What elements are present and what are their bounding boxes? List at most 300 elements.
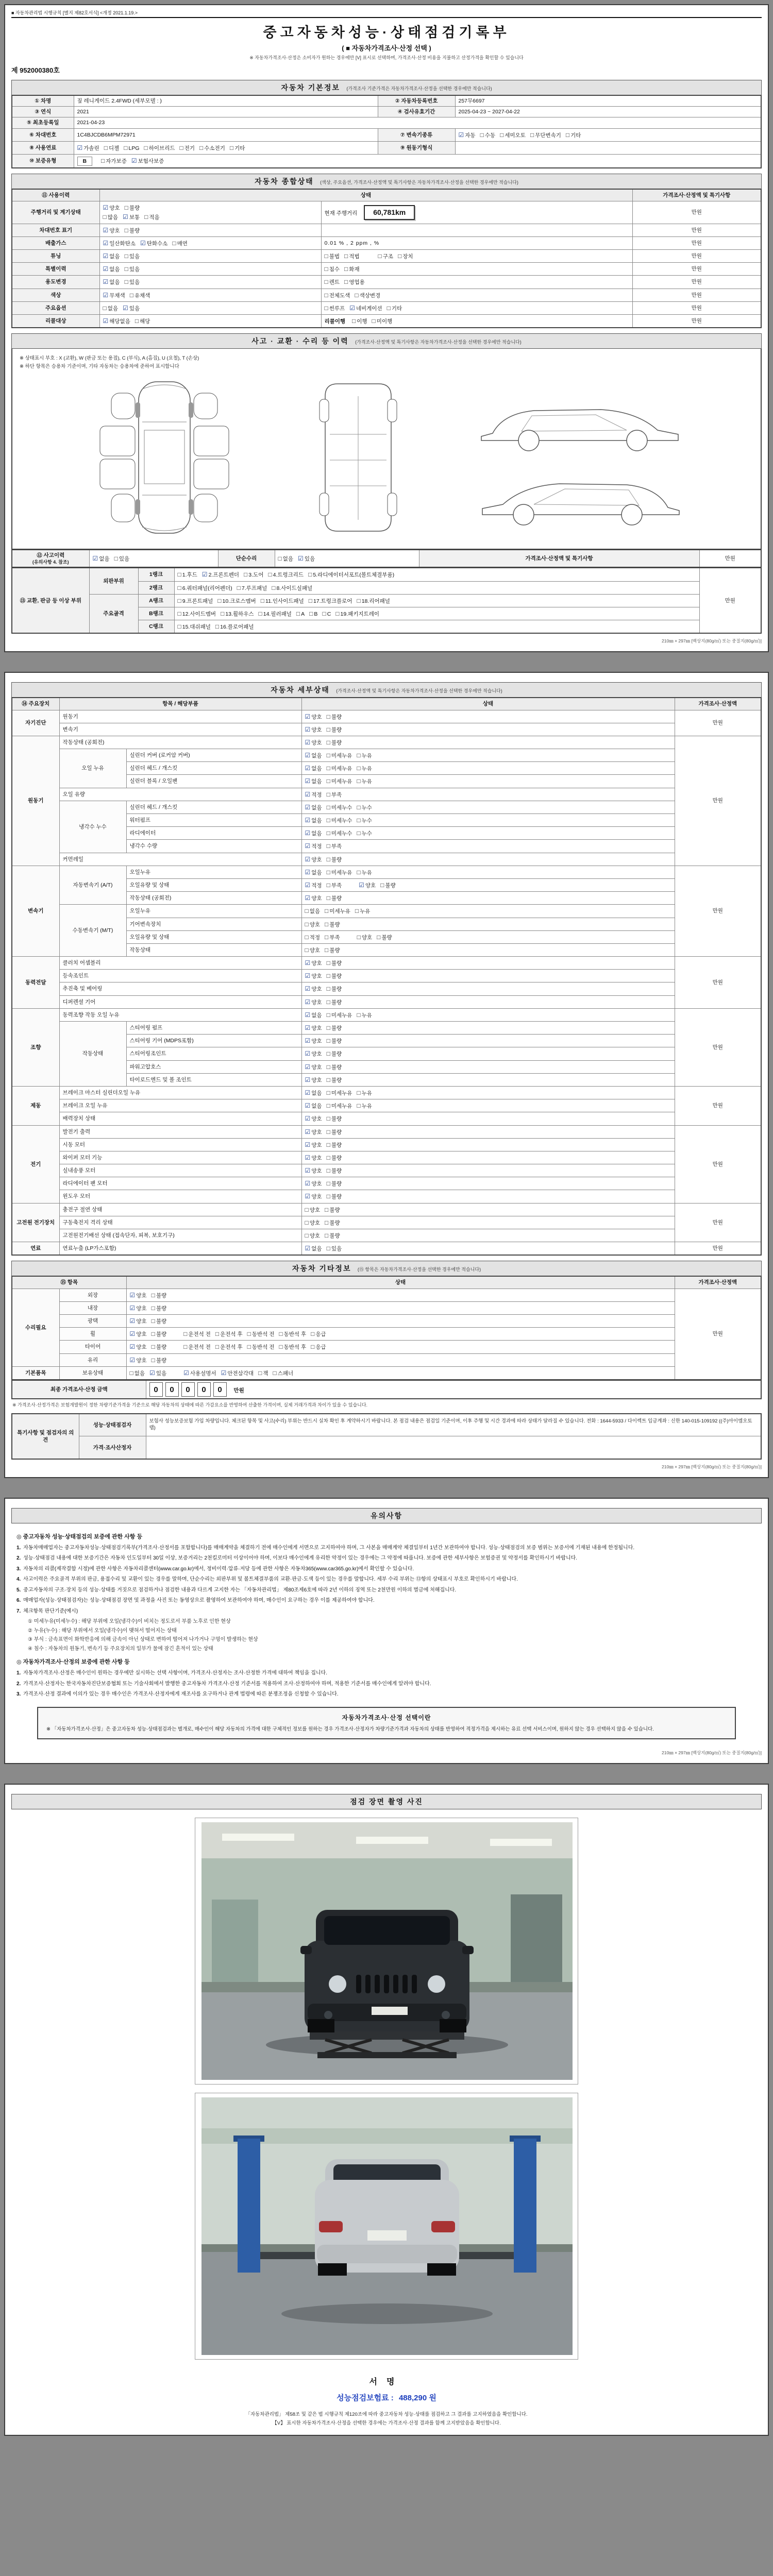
detail-row: 라디에이터 ☑ 없음 □ 미세누수 □ 누수	[12, 827, 761, 840]
field-label: ⑨ 원동기형식	[378, 141, 455, 154]
year-value: 2021	[74, 107, 378, 117]
appraiser-opinion-text	[146, 1436, 761, 1459]
field-label: ⑦ 변속기종류	[378, 128, 455, 141]
rankA-options	[174, 594, 699, 607]
row-label: 차대번호 표기	[12, 224, 99, 236]
table-row	[12, 154, 761, 168]
checkbox-양호: ☑ 양호	[305, 1063, 322, 1071]
special-history-options	[99, 263, 321, 276]
price-header: 가격조사·산정액 및 특기사항	[419, 550, 699, 567]
checkbox-렌트: □ 렌트	[324, 278, 340, 286]
inspection-photo-2-image	[199, 2097, 575, 2355]
detail-row: 와이퍼 모터 기능 ☑ 양호 □ 불량	[12, 1151, 761, 1164]
row-label: ⑫ 사고이력	[37, 552, 65, 559]
checkbox-불량: □ 불량	[151, 1330, 167, 1338]
other-row: 광택 ☑ 양호 □ 불량	[12, 1314, 761, 1327]
field-label: ② 자동차등록번호	[378, 95, 455, 107]
detail-row: 동력전달 클러치 어셈블리 ☑ 양호 □ 불량 만원	[12, 957, 761, 970]
car-diagram-underbody	[309, 372, 407, 543]
checkbox-양호: ☑ 양호	[305, 972, 322, 980]
detail-row: 고전원 전기장치 충전구 절연 상태 □ 양호 □ 불량 만원	[12, 1203, 761, 1216]
detail-row: 스티어링 기어 (MDPS포함) ☑ 양호 □ 불량	[12, 1035, 761, 1047]
other-row: 휠 ☑ 양호 □ 불량 □ 운전석 전 □ 운전석 후 □ 동반석 전 □ 동반석 후 □ 응급	[12, 1328, 761, 1341]
checkbox-14.필러패널: □ 14.필러패널	[258, 609, 292, 617]
checkbox-있음: □ 있음	[124, 278, 140, 286]
detail-row: 브레이크 오일 누유 ☑ 없음 □ 미세누유 □ 누유	[12, 1099, 761, 1112]
print-spec-note: 210㎜ × 297㎜ [백상지(80g/㎡) 또는 중질지(80g/㎡)]	[662, 638, 762, 644]
checkbox-침수: □ 침수	[324, 265, 340, 273]
car-diagram-side-right	[472, 461, 688, 528]
checkbox-있음: □ 있음	[124, 252, 140, 260]
outer-panel-label: 외판부위	[89, 568, 138, 594]
field-label: ① 차명	[12, 95, 74, 107]
section-title: 점검 장면 촬영 사진	[350, 1797, 423, 1806]
table-row	[12, 263, 761, 276]
table-row	[12, 249, 761, 262]
page-title: 중고자동차성능·상태점검기록부	[263, 25, 510, 40]
checkbox-자동: ☑ 자동	[458, 131, 476, 139]
checkbox-양호: ☑ 양호	[129, 1356, 147, 1364]
checkbox-양호: ☑ 양호	[129, 1317, 147, 1325]
form-reference: ■ 자동차관리법 시행규칙 [별지 제82호서식] <개정 2021.1.19.>	[11, 10, 138, 15]
checkbox-적정: ☑ 적정	[305, 881, 322, 889]
checkbox-없음: □ 없음	[129, 1369, 145, 1377]
sheet-detail	[4, 672, 769, 1478]
checkbox-불량: □ 불량	[325, 1218, 340, 1226]
checkbox-운전석 전: □ 운전석 전	[183, 1343, 211, 1351]
exchange-panel-table	[11, 567, 762, 634]
table-row	[12, 107, 761, 117]
detail-status-table	[11, 697, 762, 1256]
checkbox-기타: □ 기타	[565, 131, 581, 139]
detail-row: 스티어링조인트 ☑ 양호 □ 불량	[12, 1047, 761, 1060]
checkbox-없음: ☑ 없음	[305, 817, 322, 824]
checkbox-동반석 전: □ 동반석 전	[247, 1330, 275, 1338]
confirmation-line-1: 「자동차관리법」 제58조 및 같은 법 시행규칙 제120조에 따라 중고자동차 성능·상태를 점검하고 그 결과를 고지하였음을 확인합니다.	[245, 2411, 528, 2417]
table-row	[12, 568, 761, 581]
checkbox-불량: □ 불량	[377, 933, 392, 941]
checkbox-불량: □ 불량	[326, 1037, 342, 1045]
detail-row: 전기 발전기 출력 ☑ 양호 □ 불량 만원	[12, 1125, 761, 1138]
checkbox-15.대쉬패널: □ 15.대쉬패널	[177, 623, 211, 631]
emission-values: 0.01 % , 2 ppm , %	[321, 236, 632, 249]
checkbox-불량: □ 불량	[325, 920, 340, 928]
notice-subhead-2: ◎ 자동차가격조사·산정의 보증에 관한 사항 등	[16, 1659, 130, 1666]
info-box-title: 자동차가격조사·산정 선택이란	[342, 1714, 431, 1721]
tuning-options	[99, 249, 321, 262]
print-spec-note: 210㎜ × 297㎜ [백상지(80g/㎡) 또는 중질지(80g/㎡)]	[662, 1750, 762, 1755]
emission-options	[99, 236, 321, 249]
diagram-legend-2: ※ 하단 항목은 승용차 기준이며, 기타 자동차는 승용차에 준하여 표시합니다	[20, 364, 179, 370]
checkbox-불량: □ 불량	[326, 1180, 342, 1188]
detail-row: 실내송풍 모터 ☑ 양호 □ 불량	[12, 1164, 761, 1177]
column-header: 상태	[99, 189, 632, 201]
price-cell: 만원	[632, 224, 761, 236]
checkbox-수동: □ 수동	[480, 131, 496, 139]
detail-row: 냉각수 누수 실린더 헤드 / 개스킷 ☑ 없음 □ 미세누수 □ 누수	[12, 801, 761, 814]
row-label: 특별이력	[12, 263, 99, 276]
other-row: 타이어 ☑ 양호 □ 불량 □ 운전석 전 □ 운전석 후 □ 동반석 전 □ 동반석 후 □ 응급	[12, 1341, 761, 1353]
checkbox-없음: ☑ 없음	[305, 1245, 322, 1252]
checkbox-영업용: □ 영업용	[344, 278, 365, 286]
notice-subitem: ① 미세누유(미세누수) : 해당 부위에 오일(냉각수)이 비치는 정도로서 부품 노후로 인한 현상	[28, 1619, 231, 1625]
price-cell: 만원	[699, 550, 761, 567]
notice-body	[11, 1523, 762, 1745]
notice-item: 2. 성능·상태점검 내용에 대한 보증기간은 자동차 인도일부터 30일 이상, 보증거리는 2천킬로미터 이상이어야 하며, 이보다 매수인에게 유리한 약정이 있는 경우에는 그 약정에 따릅니다. 보증에 관한 세부사항은 보험증권 및 약정서를 확인하시기 바랍니다.	[16, 1555, 578, 1562]
row-sublabel: (유의사항 4. 참조)	[32, 560, 69, 565]
checkbox-3.도어: □ 3.도어	[244, 571, 264, 579]
detail-row: 원동기 작동상태 (공회전) ☑ 양호 □ 불량 만원	[12, 736, 761, 749]
checkbox-부족: □ 부족	[326, 881, 342, 889]
price-digit-box: 0	[181, 1382, 195, 1397]
table-row	[12, 224, 761, 236]
final-price-label: 최종 가격조사·산정 금액	[12, 1380, 146, 1399]
checkbox-없음: ☑ 없음	[305, 777, 322, 785]
field-label: ⑥ 차대번호	[12, 128, 74, 141]
checkbox-양호: ☑ 양호	[305, 1076, 322, 1083]
checkbox-적정: ☑ 적정	[305, 842, 322, 850]
final-price-value	[146, 1380, 761, 1399]
checkbox-없음: □ 없음	[305, 907, 321, 915]
checkbox-양호: ☑ 양호	[305, 1050, 322, 1058]
checkbox-누유: □ 누유	[357, 1011, 372, 1019]
detail-row: 오일유량 및 상태 □ 적정 □ 부족 □ 양호 □ 불량	[12, 930, 761, 943]
section-title: 유의사항	[370, 1511, 403, 1520]
notice-item: 1. 자동차가격조사·산정은 매수인이 원하는 경우에만 실시하는 선택 사항이며, 가격조사·산정자는 조사·산정한 가격에 대하여 책임을 집니다.	[16, 1670, 327, 1676]
rank-label: B랭크	[138, 607, 174, 620]
checkbox-탄화수소: ☑ 탄화수소	[140, 239, 168, 247]
checkbox-불량: □ 불량	[326, 713, 342, 720]
table-row	[12, 201, 761, 224]
section-note: (⑮ 항목은 자동차가격조사·산정을 선택한 경우에만 적습니다)	[357, 1267, 481, 1273]
transmission-options	[455, 128, 761, 141]
checkbox-양호: ☑ 양호	[305, 985, 322, 993]
vin-mark-options	[99, 224, 321, 236]
table-header-row	[12, 1276, 761, 1289]
other-row: 수리필요 외장 ☑ 양호 □ 불량 만원	[12, 1289, 761, 1301]
checkbox-기타: □ 기타	[386, 304, 402, 312]
checkbox-응급: □ 응급	[311, 1330, 326, 1338]
rank-label: C랭크	[138, 620, 174, 634]
checkbox-양호: ☑ 양호	[359, 881, 376, 889]
column-header: 상태	[126, 1276, 675, 1289]
table-row	[12, 289, 761, 301]
price-digit-box: 0	[197, 1382, 211, 1397]
checkbox-양호: □ 양호	[305, 1206, 321, 1213]
checkbox-운전석 후: □ 운전석 후	[215, 1330, 243, 1338]
checkbox-없음: □ 없음	[278, 555, 294, 563]
price-digit-box: 0	[149, 1382, 163, 1397]
checkbox-양호: ☑ 양호	[305, 1024, 322, 1032]
notice-item: 7. 체크항목 판단기준(예시)	[16, 1608, 78, 1614]
recall-detail	[321, 314, 632, 328]
checkbox-하이브리드: □ 하이브리드	[144, 144, 175, 151]
main-option-detail	[321, 301, 632, 314]
checkbox-미세누수: □ 미세누수	[326, 803, 352, 811]
detail-row: 수동변속기 (M/T) 오일누유 □ 없음 □ 미세누유 □ 누유	[12, 905, 761, 918]
car-diagram-plan-view	[85, 372, 244, 543]
checkbox-미세누유: □ 미세누유	[326, 1089, 352, 1096]
checkbox-양호: ☑ 양호	[305, 1180, 322, 1188]
checkbox-미세누유: □ 미세누유	[326, 1011, 352, 1019]
table-row	[12, 1380, 761, 1399]
checkbox-화재: □ 화재	[344, 265, 360, 273]
detail-row: 변속기 ☑ 양호 □ 불량	[12, 723, 761, 736]
other-row: 기본품목 보유상태 □ 없음 ☑ 있음 ☑ 사용설명서 ☑ 안전삼각대 □ 잭 □ 스패너	[12, 1366, 761, 1380]
price-cell: 만원	[632, 249, 761, 262]
checkbox-불량: □ 불량	[326, 1154, 342, 1161]
checkbox-19.패키지트레이: □ 19.패키지트레이	[335, 609, 379, 617]
reg-no-value: 257무6697	[455, 95, 761, 107]
final-price-note: ※ 가격조사·산정가격은 보험개발원이 정한 차량기준가격을 기준으로 해당 자동차의 상태에 따른 가감요소를 반영하여 산출한 가격이며, 실제 거래가격과 차이가 있을 수 있습니다.	[12, 1402, 368, 1408]
detail-row: 오일유량 및 상태 ☑ 적정 □ 부족 ☑ 양호 □ 불량	[12, 878, 761, 891]
current-mileage-label: 현재 주행거리	[324, 210, 358, 216]
checkbox-운전석 후: □ 운전석 후	[215, 1343, 243, 1351]
checkbox-불량: □ 불량	[326, 894, 342, 902]
checkbox-자가보증: □ 자가보증	[101, 157, 127, 164]
inspector-label: 성능·상태점검자	[79, 1414, 146, 1436]
warranty-code: B	[77, 157, 93, 166]
checkbox-불량: □ 불량	[326, 1167, 342, 1175]
section-other-info	[11, 1261, 762, 1276]
section-accident-history	[11, 333, 762, 349]
checkbox-안전삼각대: ☑ 안전삼각대	[221, 1369, 254, 1377]
page-subtitle-note: ※ 자동차가격조사·산정은 소비자가 원하는 경우에만 [V] 표시로 선택하며, 가격조사·산정 비용을 지불하고 산정가격을 확인할 수 있습니다	[249, 55, 524, 60]
checkbox-누유: □ 누유	[355, 907, 371, 915]
detail-row: 조향 동력조향 작동 오일 누유 ☑ 없음 □ 미세누유 □ 누유 만원	[12, 1008, 761, 1021]
price-cell: 만원	[632, 201, 761, 224]
checkbox-가솔린: ☑ 가솔린	[77, 144, 99, 151]
checkbox-동반석 후: □ 동반석 후	[279, 1343, 307, 1351]
checkbox-7.루프패널: □ 7.루프패널	[237, 584, 267, 591]
tuning-legal-options	[325, 251, 364, 261]
section-note: (가격조사 기준가격은 자동차가격조사·산정을 선택한 경우에만 적습니다)	[346, 86, 492, 91]
notice-item: 5. 중고자동차의 구조·장치 등의 성능·상태를 거짓으로 점검하거나 점검한 내용과 다르게 고지한 자는 「자동차관리법」 제80조제6호에 따라 2년 이하의 징역 또는 2천만원 이하의 벌금에 처해집니다.	[16, 1587, 457, 1593]
checkbox-무단변속기: □ 무단변속기	[530, 131, 561, 139]
section-note: (색상, 주요옵션, 가격조사·산정액 및 특기사항은 자동차가격조사·산정을 선택한 경우에만 적습니다)	[320, 180, 518, 185]
detail-row: 제동 브레이크 마스터 실린더오일 누유 ☑ 없음 □ 미세누유 □ 누유 만원	[12, 1086, 761, 1099]
column-header: 가격조사·산정액 및 특기사항	[632, 189, 761, 201]
price-cell: 만원	[699, 568, 761, 633]
column-header: ⑮ 항목	[12, 1276, 126, 1289]
accident-history-options	[89, 550, 218, 567]
checkbox-적법: □ 적법	[344, 252, 360, 260]
checkbox-양호: ☑ 양호	[129, 1343, 147, 1351]
checkbox-없음: ☑ 없음	[305, 752, 322, 759]
checkbox-기타: □ 기타	[229, 144, 245, 151]
checkbox-미세누수: □ 미세누수	[326, 817, 352, 824]
checkbox-불량: □ 불량	[325, 946, 340, 954]
checkbox-불량: □ 불량	[326, 1050, 342, 1058]
checkbox-적정: □ 적정	[305, 933, 321, 941]
checkbox-미이행: □ 미이행	[372, 317, 393, 325]
checkbox-미세누유: □ 미세누유	[326, 765, 352, 772]
inspection-photo-2	[195, 2093, 578, 2360]
checkbox-유채색: □ 유채색	[129, 291, 150, 299]
checkbox-불량: □ 불량	[326, 738, 342, 746]
row-label: 리콜대상	[12, 314, 99, 328]
insurance-fee-value: 488,290 원	[398, 2393, 436, 2402]
table-row	[12, 117, 761, 128]
column-header: ⑪ 사용이력	[12, 189, 99, 201]
checkbox-해당없음: ☑ 해당없음	[103, 317, 130, 325]
checkbox-일산화탄소: ☑ 일산화탄소	[103, 239, 136, 247]
inspection-photo-1	[195, 1818, 578, 2084]
checkbox-6.쿼터패널(리어펜더): □ 6.쿼터패널(리어펜더)	[177, 584, 232, 591]
column-header: 항목 / 해당부품	[59, 698, 301, 710]
checkbox-양호: ☑ 양호	[305, 998, 322, 1006]
detail-row: 오일 유량 ☑ 적정 □ 부족	[12, 788, 761, 801]
checkbox-8.사이드실패널: □ 8.사이드실패널	[272, 584, 313, 591]
checkbox-양호: ☑ 양호	[305, 1037, 322, 1045]
section-note: (가격조사·산정액 및 특기사항은 자동차가격조사·산정을 선택한 경우에만 적습니다)	[336, 688, 502, 694]
row-label: 배출가스	[12, 236, 99, 249]
checkbox-세미오토: □ 세미오토	[500, 131, 526, 139]
checkbox-있음: □ 있음	[114, 555, 130, 563]
row-label: 색상	[12, 289, 99, 301]
checkbox-양호: ☑ 양호	[305, 1154, 322, 1161]
tuning-type-options	[378, 251, 418, 261]
table-header-row	[12, 189, 761, 201]
checkbox-18.리어패널: □ 18.리어패널	[357, 597, 390, 604]
field-label: ⑧ 사용연료	[12, 141, 74, 154]
checkbox-불량: □ 불량	[380, 881, 396, 889]
document-number: 제 952000380호	[11, 66, 60, 74]
row-label: 주행거리 및 계기상태	[12, 201, 99, 224]
page-subtitle: ( ■ 자동차가격조사·산정 선택 )	[342, 44, 431, 52]
checkbox-불량: □ 불량	[326, 985, 342, 993]
checkbox-미세누수: □ 미세누수	[326, 829, 352, 837]
checkbox-보험사보증: ☑ 보험사보증	[131, 157, 164, 164]
section-overall-status	[11, 174, 762, 189]
checkbox-불량: □ 불량	[151, 1304, 167, 1312]
checkbox-무채색: ☑ 무채색	[103, 291, 125, 299]
inspection-photo-1-image	[199, 1822, 575, 2080]
checkbox-양호: ☑ 양호	[305, 1193, 322, 1200]
checkbox-9.프론트패널: □ 9.프론트패널	[177, 597, 213, 604]
detail-row: 등속조인트 ☑ 양호 □ 불량	[12, 970, 761, 982]
checkbox-11.인사이드패널: □ 11.인사이드패널	[260, 597, 304, 604]
accident-history-label	[12, 550, 89, 567]
checkbox-없음: ☑ 없음	[305, 1011, 322, 1019]
price-cell: 만원	[632, 301, 761, 314]
section-title: 자동차 세부상태	[271, 686, 330, 694]
checkbox-불량: □ 불량	[124, 204, 140, 212]
detail-row: 작동상태 스티어링 펌프 ☑ 양호 □ 불량	[12, 1022, 761, 1035]
checkbox-양호: □ 양호	[305, 1232, 321, 1240]
tuning-detail	[321, 249, 632, 262]
detail-row: 냉각수 수량 ☑ 적정 □ 부족	[12, 840, 761, 853]
detail-row: 추진축 및 베어링 ☑ 양호 □ 불량	[12, 982, 761, 995]
checkbox-있음: ☑ 있음	[149, 1369, 167, 1377]
checkbox-매연: □ 매연	[172, 239, 188, 247]
checkbox-전체도색: □ 전체도색	[324, 291, 350, 299]
checkbox-부족: □ 부족	[325, 933, 340, 941]
insurance-fee-label: 성능점검보험료 :	[337, 2393, 394, 2402]
checkbox-불량: □ 불량	[326, 959, 342, 967]
checkbox-많음: □ 많음	[103, 213, 119, 221]
table-row	[12, 276, 761, 289]
checkbox-없음: ☑ 없음	[103, 265, 120, 273]
checkbox-양호: ☑ 양호	[305, 725, 322, 733]
form-reference-line	[11, 9, 762, 18]
color-detail	[321, 289, 632, 301]
checkbox-17.트렁크플로어: □ 17.트렁크플로어	[308, 597, 352, 604]
checkbox-누수: □ 누수	[357, 803, 372, 811]
checkbox-부족: □ 부족	[326, 842, 342, 850]
appraiser-label: 가격·조사산정자	[79, 1436, 146, 1459]
detail-row: 실린더 블록 / 오일팬 ☑ 없음 □ 미세누유 □ 누유	[12, 775, 761, 788]
checkbox-양호: ☑ 양호	[305, 1167, 322, 1175]
checkbox-불량: □ 불량	[124, 226, 140, 234]
final-price-table	[11, 1380, 762, 1399]
detail-row: 타이로드엔드 및 볼 조인트 ☑ 양호 □ 불량	[12, 1073, 761, 1086]
detail-row: 변속기 자동변속기 (A/T) 오일누유 ☑ 없음 □ 미세누유 □ 누유 만원	[12, 866, 761, 878]
checkbox-누유: □ 누유	[357, 752, 372, 759]
checkbox-누유: □ 누유	[357, 868, 372, 876]
detail-row: 작동상태 (공회전) ☑ 양호 □ 불량	[12, 892, 761, 905]
recall-done-options	[352, 318, 397, 325]
warranty-options	[101, 158, 169, 164]
color-options	[99, 289, 321, 301]
checkbox-스패너: □ 스패너	[273, 1369, 294, 1377]
checkbox-불량: □ 불량	[326, 1193, 342, 1200]
main-option-options	[99, 301, 321, 314]
checkbox-양호: ☑ 양호	[305, 855, 322, 863]
inspector-opinion-text: 보험사 성능보증보험 가입 차량입니다. 체크된 항목 및 사고(수리) 부위는 반드시 실차 확인 후 계약하시기 바랍니다. 본 점검 내용은 점검일 기준이며, 이후 주행 및 시간 경과에 따라 상태가 달라질 수 있습니다. 전화 : 1644-5933 / 다이렉트 입금계좌 : 신한 140-015-109192 ((주)아이엠오토랩)	[146, 1414, 761, 1436]
checkbox-1.후드: □ 1.후드	[177, 571, 197, 579]
exchange-label: ⑬ 교환, 판금 등 이상 부위	[12, 568, 89, 633]
checkbox-16.플로어패널: □ 16.플로어패널	[215, 623, 254, 631]
checkbox-불량: □ 불량	[325, 1232, 340, 1240]
checkbox-있음: ☑ 있음	[298, 555, 315, 563]
section-title: 자동차 기타정보	[292, 1264, 351, 1273]
section-basic-info	[11, 80, 762, 95]
checkbox-양호: ☑ 양호	[305, 894, 322, 902]
checkbox-4.트렁크리드: □ 4.트렁크리드	[268, 571, 304, 579]
usage-change-options	[99, 276, 321, 289]
checkbox-적정: ☑ 적정	[305, 790, 322, 798]
checkbox-양호: ☑ 양호	[129, 1291, 147, 1299]
checkbox-운전석 전: □ 운전석 전	[183, 1330, 211, 1338]
checkbox-양호: ☑ 양호	[305, 1141, 322, 1148]
detail-row: 윈도우 모터 ☑ 양호 □ 불량	[12, 1190, 761, 1203]
simple-repair-options	[275, 550, 419, 567]
empty-cell	[321, 224, 632, 236]
checkbox-있음: □ 있음	[326, 1245, 342, 1252]
rank2-options	[174, 581, 699, 594]
rankC-options	[174, 620, 699, 634]
checkbox-구조: □ 구조	[378, 252, 394, 260]
checkbox-누유: □ 누유	[357, 1102, 372, 1110]
table-header-row	[12, 698, 761, 710]
checkbox-13.휠하우스: □ 13.휠하우스	[221, 609, 254, 617]
checkbox-디젤: □ 디젤	[104, 144, 120, 151]
car-damage-diagram-box	[11, 349, 762, 550]
checkbox-불량: □ 불량	[326, 1076, 342, 1083]
detail-row: 연료 연료누출 (LP가스포함) ☑ 없음 □ 있음 만원	[12, 1242, 761, 1256]
checkbox-B: □ B	[309, 609, 318, 617]
fuel-options	[74, 141, 378, 154]
checkbox-양호: ☑ 양호	[129, 1304, 147, 1312]
checkbox-동반석 후: □ 동반석 후	[279, 1330, 307, 1338]
checkbox-불량: □ 불량	[326, 998, 342, 1006]
checkbox-불량: □ 불량	[326, 1141, 342, 1148]
field-label: ③ 연식	[12, 107, 74, 117]
checkbox-색상변경: □ 색상변경	[355, 291, 381, 299]
price-unit: 만원	[233, 1387, 244, 1394]
checkbox-해당: □ 해당	[135, 317, 150, 325]
